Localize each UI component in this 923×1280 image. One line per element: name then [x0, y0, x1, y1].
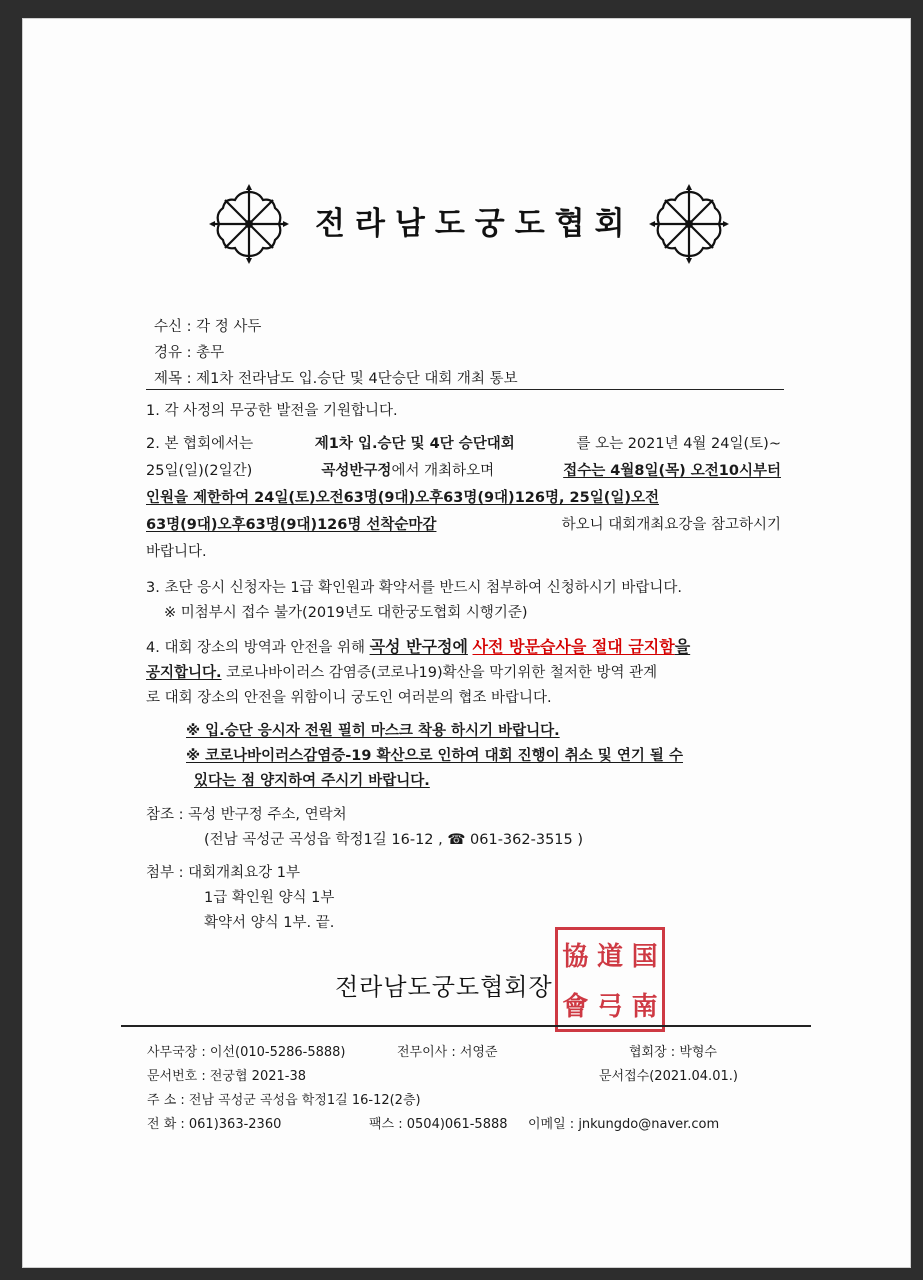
paragraph-4-line-2: 공지합니다. 코로나바이러스 감염증(코로나19)확산을 막기위한 철저한 방역 관계 [146, 665, 658, 681]
fax: 팩스 : 0504)061-5888 [369, 1117, 508, 1132]
via-line: 경유 : 총무 [154, 345, 225, 361]
paragraph-2-line-4: 63명(9대)오후63명(9대)126명 선착순마감 하오니 대회개최요강을 참고하시기 [146, 517, 781, 533]
paragraph-4-line-3: 로 대회 장소의 안전을 위함이니 궁도인 여러분의 협조 바랍니다. [146, 690, 552, 706]
email: 이메일 : jnkungdo@naver.com [528, 1117, 720, 1132]
covid-notice-line-1: ※ 코로나바이러스감염증-19 확산으로 인하여 대회 진행이 취소 및 연기 될 수 [186, 748, 683, 764]
paragraph-2-line-5: 바랍니다. [146, 544, 207, 560]
president: 협회장 : 박형수 [629, 1045, 717, 1060]
paragraph-3-note: ※ 미첨부시 접수 불가(2019년도 대한궁도협회 시행기준) [164, 605, 528, 621]
paragraph-1: 1. 각 사정의 무궁한 발전을 기원합니다. [146, 403, 398, 419]
venue-highlight: 곡성 반구정에 [369, 637, 468, 656]
reference-line-1: 참조 : 곡성 반구정 주소, 연락처 [146, 807, 347, 823]
attachment-line-3: 확약서 양식 1부. 끝. [204, 915, 335, 931]
subject-divider [146, 389, 784, 390]
official-seal: 協 道 国 會 弓 南 [555, 927, 665, 1032]
venue-name: 곡성반구정 [321, 463, 392, 479]
executive-director: 전무이사 : 서영준 [397, 1045, 498, 1060]
office-manager: 사무국장 : 이선(010-5286-5888) [147, 1045, 346, 1060]
paragraph-2-line-3: 인원을 제한하여 24일(토)오전63명(9대)오후63명(9대)126명, 25일(일)오전 [146, 490, 659, 506]
paragraph-4-line-1: 4. 대회 장소의 방역과 안전을 위해 곡성 반구정에 사전 방문습사을 절대 금지함을 [146, 637, 691, 656]
signature-title: 전라남도궁도협회장 [335, 973, 553, 1001]
recipient-line: 수신 : 각 정 사두 [154, 319, 262, 335]
letterhead [23, 184, 910, 284]
archery-emblem-icon [649, 184, 729, 264]
visit-prohibition: 사전 방문습사을 절대 금지함 [472, 637, 675, 656]
reference-line-2: (전남 곡성군 곡성읍 학정1길 16-12 , ☎ 061-362-3515 ) [204, 832, 584, 848]
event-name: 제1차 입.승단 및 4단 승단대회 [314, 436, 515, 452]
paragraph-3-line-1: 3. 초단 응시 신청자는 1급 확인원과 확약서를 반드시 첨부하여 신청하시기 바랍니다. [146, 580, 682, 596]
organization-title: 전라남도궁도협회 [315, 206, 635, 242]
attachment-line-2: 1급 확인원 양식 1부 [204, 890, 335, 906]
address: 주 소 : 전남 곡성군 곡성읍 학정1길 16-12(2층) [147, 1093, 421, 1108]
paragraph-2-line-1: 2. 본 협회에서는 제1차 입.승단 및 4단 승단대회 를 오는 2021년 4월 24일(토)~ [146, 432, 781, 453]
archery-emblem-icon [209, 184, 289, 264]
subject-line: 제목 : 제1차 전라남도 입.승단 및 4단승단 대회 개최 통보 [154, 371, 518, 387]
mask-notice: ※ 입.승단 응시자 전원 필히 마스크 착용 하시기 바랍니다. [186, 723, 560, 739]
document-page [22, 18, 911, 1268]
attachment-line-1: 첨부 : 대회개최요강 1부 [146, 865, 301, 881]
phone: 전 화 : 061)363-2360 [147, 1117, 282, 1132]
covid-notice-line-2: 있다는 점 양지하여 주시기 바랍니다. [194, 773, 430, 789]
paragraph-2-line-2: 25일(일)(2일간) 곡성반구정에서 개최하오며 접수는 4월8일(목) 오전10시부터 [146, 459, 781, 480]
registration-start: 접수는 4월8일(목) 오전10시부터 [563, 463, 781, 479]
footer-divider [121, 1025, 811, 1027]
document-number: 문서번호 : 전궁협 2021-38 [147, 1069, 306, 1084]
document-received: 문서접수(2021.04.01.) [599, 1069, 738, 1084]
